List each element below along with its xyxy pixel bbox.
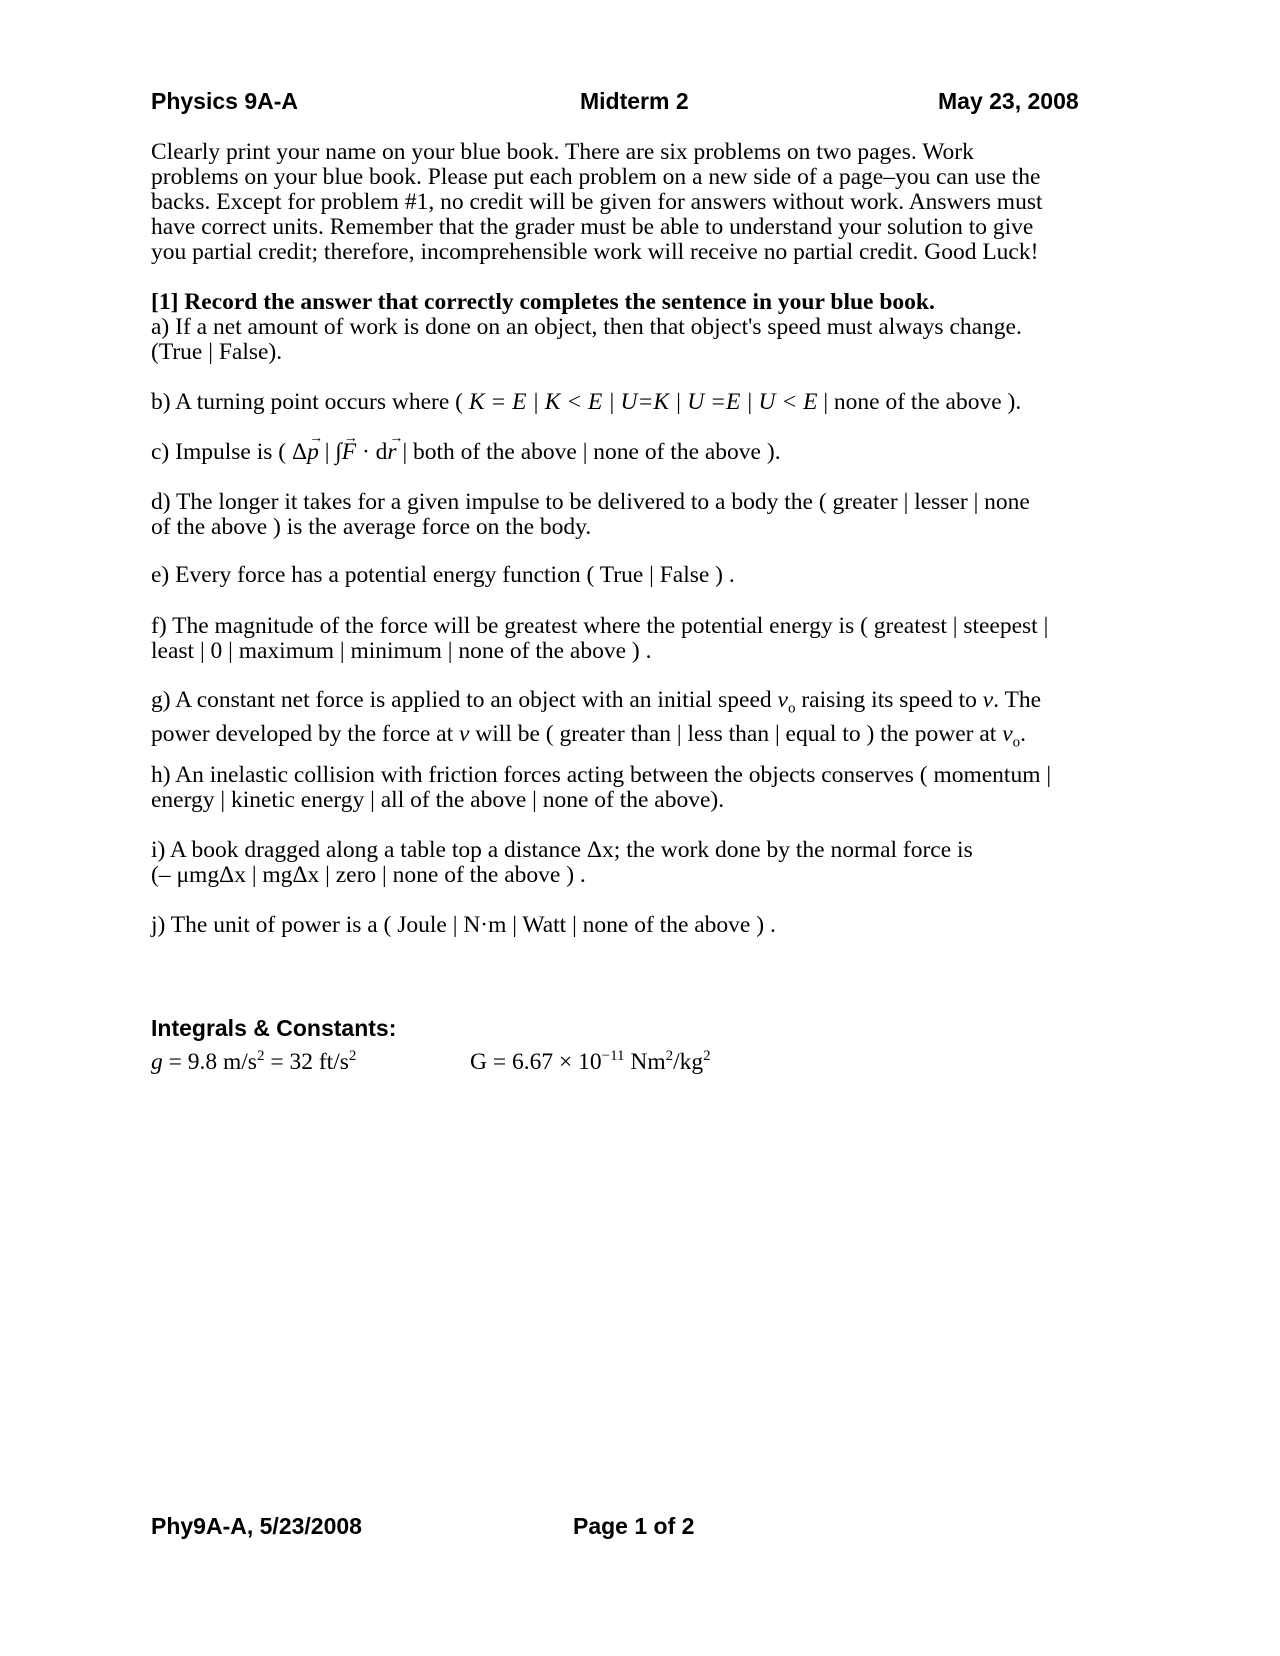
footer-course: Phy9A-A, 5/23/2008 bbox=[151, 1513, 362, 1539]
v-initial: v bbox=[777, 687, 788, 713]
question-h-line: energy | kinetic energy | all of the above | none of the above). bbox=[151, 787, 725, 813]
question-d-line: of the above ) is the average force on the body. bbox=[151, 514, 592, 540]
gravitational-constant bbox=[470, 1044, 711, 1075]
question-f-line: f) The magnitude of the force will be greatest where the potential energy is ( greatest | steepest | bbox=[151, 613, 1049, 639]
G-exp2: 2 bbox=[665, 1048, 674, 1064]
question-g-line bbox=[151, 722, 1141, 756]
instructions-line: have correct units. Remember that the grader must be able to understand your solution to give bbox=[151, 214, 1034, 240]
instructions-line: problems on your blue book. Please put each problem on a new side of a page–you can use the bbox=[151, 164, 1041, 190]
g-exp: 2 bbox=[256, 1048, 265, 1064]
g-text: . bbox=[1020, 720, 1026, 747]
question-d-line: d) The longer it takes for a given impulse to be delivered to a body the ( greater | lesser | none bbox=[151, 489, 1030, 515]
question-c bbox=[151, 440, 1141, 465]
g-text: power developed by the force at bbox=[151, 720, 459, 747]
question-a: a) If a net amount of work is done on an object, then that object's speed must always change. bbox=[151, 314, 1022, 340]
G-exp: −11 bbox=[601, 1048, 625, 1064]
vector-F: → F bbox=[342, 440, 356, 465]
instructions-line: Clearly print your name on your blue book. There are six problems on two pages. Work bbox=[151, 139, 974, 165]
gravity-constant bbox=[151, 1044, 356, 1075]
vector-r: → r bbox=[387, 440, 396, 465]
question-f-line: least | 0 | maximum | minimum | none of the above ) . bbox=[151, 638, 652, 664]
question-b-end: | none of the above ). bbox=[817, 389, 1022, 415]
g-text: will be ( greater than | less than | equal to ) the power at bbox=[469, 720, 1003, 747]
question-e: e) Every force has a potential energy function ( True | False ) . bbox=[151, 562, 735, 588]
G-value: G = 6.67 × 10 bbox=[470, 1048, 602, 1075]
question-i-line: i) A book dragged along a table top a distance Δx; the work done by the normal force is bbox=[151, 837, 973, 863]
problem-1 bbox=[151, 290, 1141, 365]
g-symbol: g bbox=[151, 1048, 163, 1075]
footer-page-number: Page 1 of 2 bbox=[573, 1513, 695, 1539]
v-initial: v bbox=[1002, 720, 1013, 747]
g-text: . The bbox=[993, 687, 1042, 713]
exam-title: Midterm 2 bbox=[580, 88, 689, 114]
g-value: = 9.8 m/s bbox=[162, 1048, 257, 1075]
v-final: v bbox=[982, 687, 994, 713]
question-d bbox=[151, 490, 1141, 540]
question-j: j) The unit of power is a ( Joule | N·m | Watt | none of the above ) . bbox=[151, 912, 776, 938]
question-b-text: b) A turning point occurs where ( bbox=[151, 389, 469, 415]
question-b bbox=[151, 390, 1141, 415]
vector-p: → p bbox=[307, 440, 319, 465]
exam-date: May 23, 2008 bbox=[938, 88, 1079, 114]
g-value-ft: = 32 ft/s bbox=[264, 1048, 349, 1075]
instructions-line: backs. Except for problem #1, no credit will be given for answers without work. Answers must bbox=[151, 189, 1043, 215]
question-g bbox=[151, 688, 1141, 755]
question-h bbox=[151, 763, 1141, 813]
dot-dr: · d bbox=[356, 439, 388, 465]
g-text: g) A constant net force is applied to an object with an initial speed bbox=[151, 687, 778, 713]
G-unit: Nm bbox=[624, 1048, 666, 1075]
question-b-options: K = E | K < E | U=K | U =E | U < E bbox=[468, 389, 818, 415]
problem-1-heading: [1] Record the answer that correctly completes the sentence in your blue book. bbox=[151, 289, 935, 315]
v-sub: o bbox=[1012, 734, 1021, 751]
question-c-end: | both of the above | none of the above ). bbox=[396, 439, 781, 465]
question-i bbox=[151, 838, 1141, 888]
question-i-line: (– μmgΔx | mgΔx | zero | none of the above ) . bbox=[151, 862, 586, 888]
question-f bbox=[151, 614, 1141, 664]
instructions-line: you partial credit; therefore, incomprehensible work will receive no partial credit. Good Luck! bbox=[151, 239, 1039, 265]
question-h-line: h) An inelastic collision with friction forces acting between the objects conserves ( momentum | bbox=[151, 762, 1052, 788]
question-g-line bbox=[151, 688, 1141, 722]
question-c-text: c) Impulse is ( Δ bbox=[151, 439, 308, 465]
g-exp2: 2 bbox=[348, 1048, 357, 1064]
integral-sign: | ∫ bbox=[318, 439, 342, 465]
course-title: Physics 9A-A bbox=[151, 88, 299, 114]
v-sub: o bbox=[787, 700, 796, 717]
v-final: v bbox=[458, 720, 470, 747]
G-unit2: /kg bbox=[673, 1048, 704, 1075]
constants-heading: Integrals & Constants: bbox=[151, 1015, 397, 1041]
g-text: raising its speed to bbox=[795, 687, 983, 713]
question-a-options: (True | False). bbox=[151, 339, 283, 365]
G-exp3: 2 bbox=[703, 1048, 711, 1064]
instructions bbox=[151, 140, 1141, 265]
